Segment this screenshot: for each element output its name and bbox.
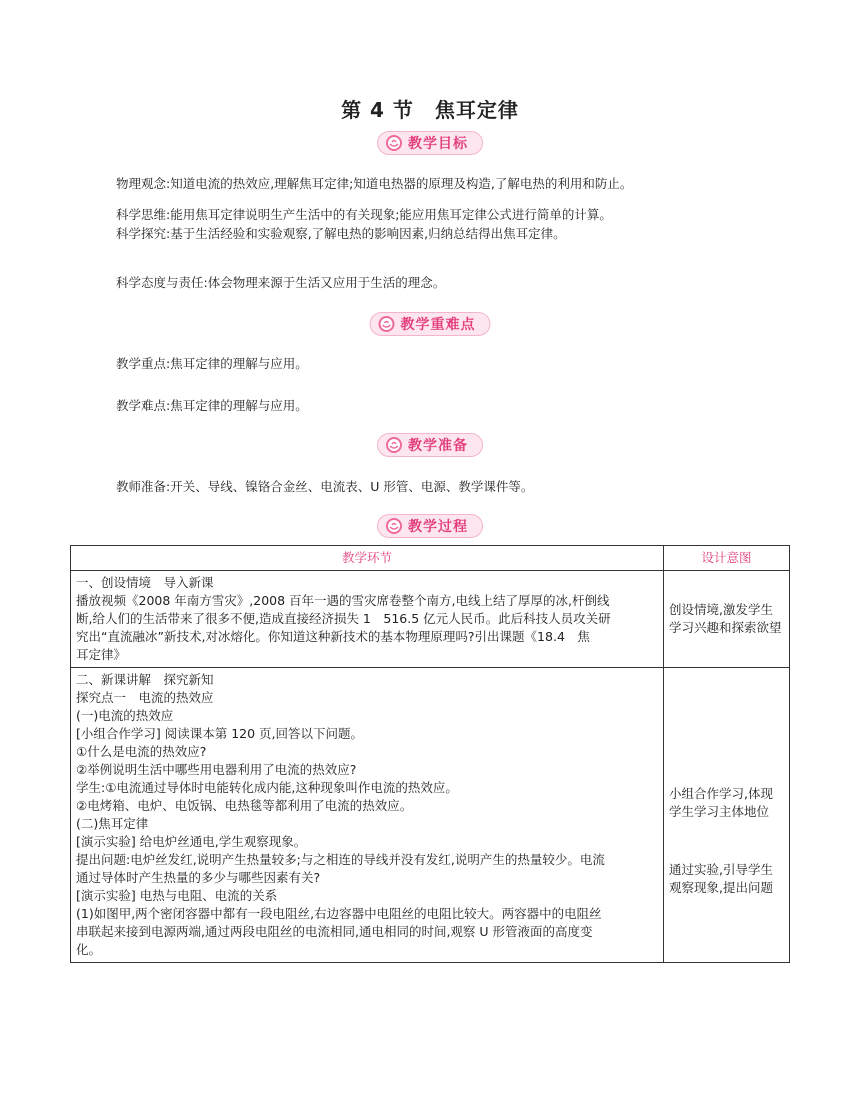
page-title: 第 4 节 焦耳定律	[341, 98, 519, 122]
text-line: 二、新课讲解 探究新知	[76, 672, 214, 687]
text-line: [演示实验] 电热与电阻、电流的关系	[76, 888, 278, 903]
text-line: ②举例说明生活中哪些用电器利用了电流的热效应?	[76, 762, 357, 777]
teaching-focus: 教学重点:焦耳定律的理解与应用。	[116, 356, 308, 371]
section-badge-process	[377, 514, 483, 538]
text-line: [演示实验] 给电炉丝通电,学生观察现象。	[76, 834, 307, 849]
badge-label: 教学准备	[408, 438, 468, 454]
section-badge-key-points	[370, 312, 491, 336]
text-line: [小组合作学习] 阅读课本第 120 页,回答以下问题。	[76, 726, 364, 741]
text-line: 耳定律》	[76, 647, 127, 662]
section-badge-preparation	[377, 433, 483, 457]
header-teaching-step: 教学环节	[71, 546, 664, 571]
table-row	[71, 571, 790, 668]
flower-icon	[386, 135, 402, 151]
row-2-intent-cell	[664, 668, 790, 963]
header-design-intent: 设计意图	[664, 546, 790, 571]
table-header-row	[71, 546, 790, 571]
teaching-difficulty: 教学难点:焦耳定律的理解与应用。	[116, 398, 308, 413]
objective-4: 科学态度与责任:体会物理来源于生活又应用于生活的理念。	[116, 275, 446, 290]
row-1-intent: 创设情境,激发学生学习兴趣和探索欲望	[669, 602, 782, 635]
badge-label: 教学重难点	[400, 317, 476, 333]
text-line: (1)如图甲,两个密闭容器中都有一段电阻丝,右边容器中电阻丝的电阻比较大。两容器中的电阻丝	[76, 906, 602, 921]
text-line: ①什么是电流的热效应?	[76, 744, 207, 759]
badge-label: 教学目标	[408, 136, 468, 152]
text-line: 探究点一 电流的热效应	[76, 690, 214, 705]
badge-label: 教学过程	[408, 519, 468, 535]
row-1-heading: 一、创设情境 导入新课	[76, 575, 214, 590]
row-2-intent-a: 小组合作学习,体现学生学习主体地位	[669, 786, 773, 819]
text-line: (一)电流的热效应	[76, 708, 174, 723]
objective-3: 科学探究:基于生活经验和实验观察,了解电热的影响因素,归纳总结得出焦耳定律。	[116, 226, 566, 241]
text-line: 化。	[76, 942, 102, 957]
section-badge-objectives	[377, 131, 483, 155]
row-1-content	[71, 571, 664, 668]
flower-icon	[386, 518, 402, 534]
text-line: 提出问题:电炉丝发红,说明产生热量较多;与之相连的导线并没有发红,说明产生的热量较少。电流	[76, 852, 605, 867]
teacher-preparation: 教师准备:开关、导线、镍铬合金丝、电流表、U 形管、电源、教学课件等。	[116, 479, 534, 494]
text-line: 学生:①电流通过导体时电能转化成内能,这种现象叫作电流的热效应。	[76, 780, 458, 795]
text-line: ②电烤箱、电炉、电饭锅、电热毯等都利用了电流的热效应。	[76, 798, 413, 813]
text-line: 播放视频《2008 年南方雪灾》,2008 百年一遇的雪灾席卷整个南方,电线上结了厚厚的冰,杆倒线	[76, 593, 610, 608]
text-line: (二)焦耳定律	[76, 816, 149, 831]
teaching-process-table	[70, 545, 790, 963]
objective-1: 物理观念:知道电流的热效应,理解焦耳定律;知道电热器的原理及构造,了解电热的利用和防止。	[116, 176, 633, 191]
text-line: 通过导体时产生热量的多少与哪些因素有关?	[76, 870, 321, 885]
row-2-intent-b: 通过实验,引导学生观察现象,提出问题	[669, 862, 773, 895]
flower-icon	[386, 437, 402, 453]
row-2-content	[71, 668, 664, 963]
table-row	[71, 668, 790, 963]
row-1-intent-cell	[664, 571, 790, 668]
text-line: 串联起来接到电源两端,通过两段电阻丝的电流相同,通电相同的时间,观察 U 形管液面的高度变	[76, 924, 593, 939]
text-line: 断,给人们的生活带来了很多不便,造成直接经济损失 1 516.5 亿元人民币。此后科技人员攻关研	[76, 611, 611, 626]
objective-2: 科学思维:能用焦耳定律说明生产生活中的有关现象;能应用焦耳定律公式进行简单的计算。	[116, 207, 612, 222]
flower-icon	[379, 316, 395, 332]
text-line: 究出“直流融冰”新技术,对冰熔化。你知道这种新技术的基本物理原理吗?引出课题《18.4 焦	[76, 629, 590, 644]
